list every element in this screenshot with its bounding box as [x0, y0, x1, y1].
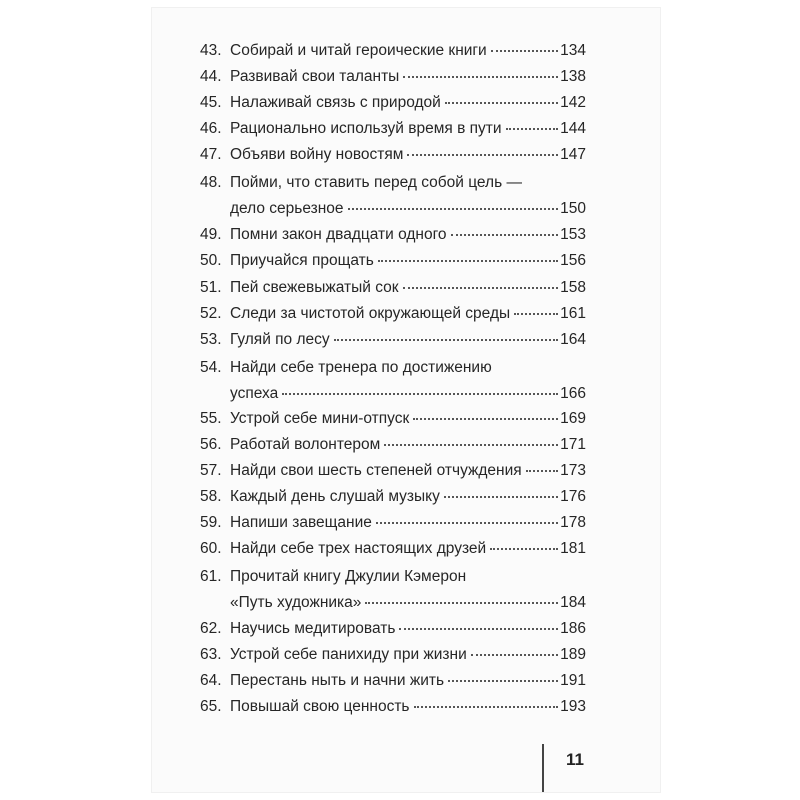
entry-number: 45. [200, 94, 222, 111]
entry-title: Следи за чистотой окружающей среды [230, 305, 511, 322]
entry-title: Рационально используй время в пути [230, 120, 502, 137]
leader-dots [348, 208, 559, 210]
entry-title: Гуляй по лесу [230, 331, 330, 348]
entry-number: 54. [200, 359, 222, 376]
entry-title: Объяви войну новостям [230, 146, 404, 163]
entry-number: 63. [200, 646, 222, 663]
toc-entry [200, 436, 586, 454]
entry-number: 44. [200, 68, 222, 85]
entry-title-continued: дело серьезное [230, 200, 344, 217]
leader-dots [451, 234, 559, 236]
entry-number: 58. [200, 488, 222, 505]
entry-page: 191 [560, 672, 586, 689]
toc-entry [200, 42, 586, 60]
entry-page: 138 [560, 68, 586, 85]
leader-dots [490, 548, 558, 550]
entry-number: 52. [200, 305, 222, 322]
toc-entry [200, 146, 586, 164]
leader-dots [282, 393, 558, 395]
entry-title: Прочитай книгу Джулии Кэмерон [230, 568, 467, 585]
entry-page: 181 [560, 540, 586, 557]
toc-entry [200, 620, 586, 638]
entry-number: 65. [200, 698, 222, 715]
entry-number: 55. [200, 410, 222, 427]
entry-title: Приучайся прощать [230, 252, 374, 269]
entry-page: 186 [560, 620, 586, 637]
toc-entry [200, 252, 586, 270]
leader-dots [334, 339, 558, 341]
entry-title: Повышай свою ценность [230, 698, 410, 715]
page-number: 11 [566, 750, 584, 769]
leader-dots [376, 522, 558, 524]
entry-number: 57. [200, 462, 222, 479]
entry-number: 48. [200, 174, 222, 191]
entry-title: Помни закон двадцати одного [230, 226, 447, 243]
entry-number: 62. [200, 620, 222, 637]
entry-page: 178 [560, 514, 586, 531]
entry-title: Найди свои шесть степеней отчуждения [230, 462, 522, 479]
entry-page: 171 [560, 436, 586, 453]
leader-dots [414, 706, 559, 708]
entry-title: Пойми, что ставить перед собой цель — [230, 174, 522, 191]
leader-dots [403, 287, 559, 289]
toc-entry [200, 331, 586, 349]
entry-title: Работай волонтером [230, 436, 381, 453]
entry-page: 166 [560, 385, 586, 402]
entry-title: Пей свежевыжатый сок [230, 279, 399, 296]
entry-page: 142 [560, 94, 586, 111]
entry-number: 51. [200, 279, 222, 296]
entry-title: Устрой себе мини-отпуск [230, 410, 410, 427]
entry-number: 64. [200, 672, 222, 689]
toc-entry [200, 540, 586, 558]
toc-entry [200, 94, 586, 112]
entry-number: 49. [200, 226, 222, 243]
toc-entry [200, 174, 586, 218]
entry-title-continued: успеха [230, 385, 279, 402]
leader-dots [514, 313, 558, 315]
toc-entry [200, 68, 586, 86]
leader-dots [506, 128, 559, 130]
leader-dots [384, 444, 558, 446]
leader-dots [399, 628, 558, 630]
entry-number: 60. [200, 540, 222, 557]
leader-dots [445, 102, 558, 104]
entry-page: 169 [560, 410, 586, 427]
leader-dots [526, 470, 558, 472]
toc-entry [200, 646, 586, 664]
entry-page: 153 [560, 226, 586, 243]
toc-entry [200, 410, 586, 428]
entry-title: Налаживай связь с природой [230, 94, 441, 111]
entry-title-continued: «Путь художника» [230, 594, 362, 611]
toc-entry [200, 359, 586, 403]
entry-page: 193 [560, 698, 586, 715]
entry-number: 46. [200, 120, 222, 137]
entry-title: Напиши завещание [230, 514, 372, 531]
entry-title: Найди себе трех настоящих друзей [230, 540, 487, 557]
entry-number: 61. [200, 568, 222, 585]
folio-rule [542, 744, 544, 792]
entry-number: 59. [200, 514, 222, 531]
entry-title: Развивай свои таланты [230, 68, 400, 85]
entry-number: 56. [200, 436, 222, 453]
toc-entry [200, 226, 586, 244]
toc-entry [200, 568, 586, 612]
entry-number: 43. [200, 42, 222, 59]
leader-dots [407, 154, 558, 156]
leader-dots [365, 602, 558, 604]
leader-dots [413, 418, 558, 420]
entry-title: Устрой себе панихиду при жизни [230, 646, 467, 663]
entry-page: 156 [560, 252, 586, 269]
leader-dots [491, 50, 558, 52]
entry-title: Научись медитировать [230, 620, 396, 637]
entry-page: 164 [560, 331, 586, 348]
toc-entry [200, 305, 586, 323]
entry-number: 53. [200, 331, 222, 348]
leader-dots [378, 260, 558, 262]
entry-page: 134 [560, 42, 586, 59]
entry-page: 161 [560, 305, 586, 322]
entry-title: Найди себе тренера по достижению [230, 359, 492, 376]
toc-entry [200, 279, 586, 297]
leader-dots [444, 496, 558, 498]
entry-page: 158 [560, 279, 586, 296]
leader-dots [471, 654, 558, 656]
entry-title: Собирай и читай героические книги [230, 42, 487, 59]
toc-entry [200, 488, 586, 506]
entry-page: 184 [560, 594, 586, 611]
entry-number: 50. [200, 252, 222, 269]
toc-entry [200, 672, 586, 690]
entry-number: 47. [200, 146, 222, 163]
toc-entry [200, 698, 586, 716]
entry-page: 144 [560, 120, 586, 137]
leader-dots [448, 680, 558, 682]
entry-page: 150 [560, 200, 586, 217]
toc-entry [200, 514, 586, 532]
entry-title: Каждый день слушай музыку [230, 488, 440, 505]
entry-page: 173 [560, 462, 586, 479]
entry-page: 147 [560, 146, 586, 163]
leader-dots [403, 76, 558, 78]
entry-title: Перестань ныть и начни жить [230, 672, 445, 689]
entry-page: 189 [560, 646, 586, 663]
entry-page: 176 [560, 488, 586, 505]
toc-entry [200, 462, 586, 480]
toc-entry [200, 120, 586, 138]
